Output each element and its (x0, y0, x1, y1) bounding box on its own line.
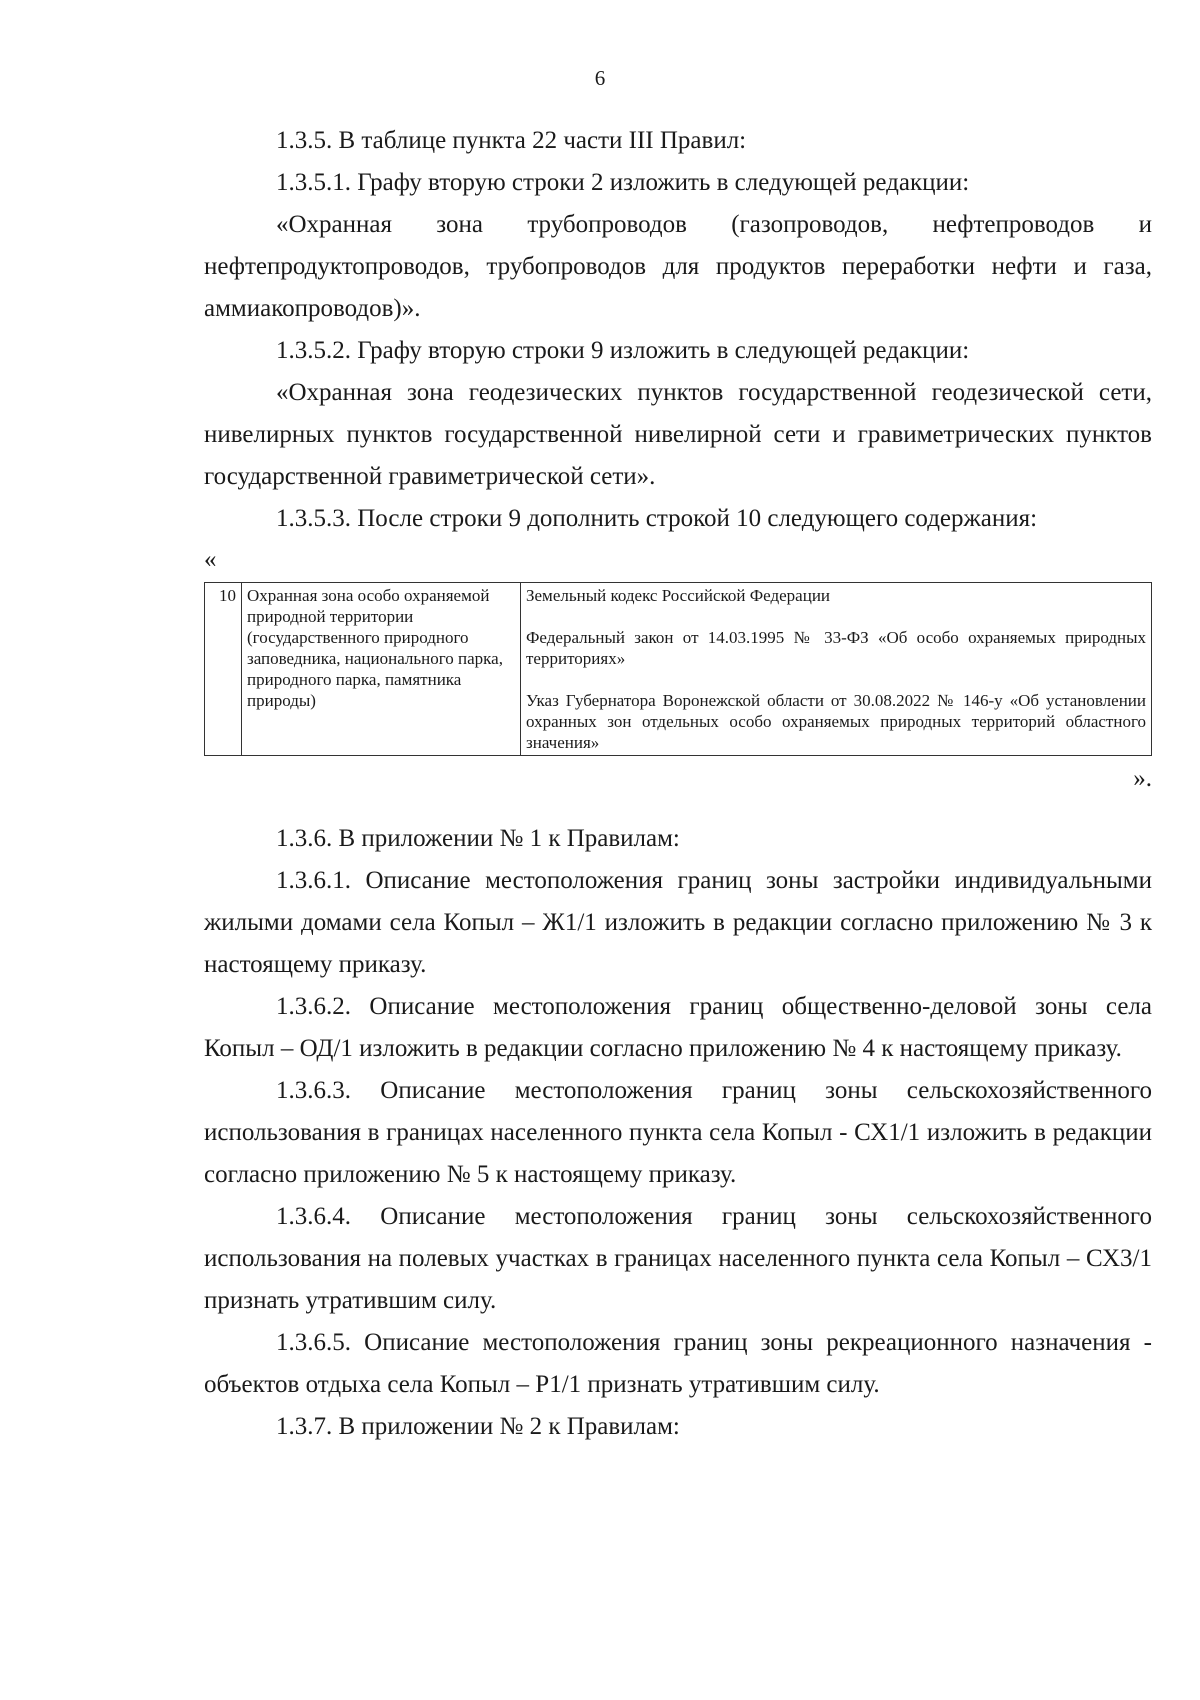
paragraph-1-3-7: 1.3.7. В приложении № 2 к Правилам: (276, 1413, 680, 1440)
document-body (204, 120, 1152, 1448)
opening-quote-mark: « (204, 546, 217, 573)
paragraph-1-3-5-3: 1.3.5.3. После строки 9 дополнить строкой 10 следующего содержания: (276, 505, 1038, 532)
paragraph-quote-geodetic: «Охранная зона геодезических пунктов государственной геодезической сети, нивелирных пунктов государственной нивелирной сети и гравиметрических пунктов государственной гравиметрической сети». (204, 379, 1152, 490)
paragraph-1-3-6-1: 1.3.6.1. Описание местоположения границ зоны застройки индивидуальными жилыми домами села Копыл – Ж1/1 изложить в редакции согласно приложению № 3 к настоящему приказу. (204, 867, 1152, 978)
document-item: Федеральный закон от 14.03.1995 № 33-ФЗ «Об особо охраняемых природных территориях» (526, 628, 1146, 668)
closing-quote-mark: ». (1133, 765, 1152, 792)
paragraph-1-3-6-2: 1.3.6.2. Описание местоположения границ общественно-деловой зоны села Копыл – ОД/1 изложить в редакции согласно приложению № 4 к настоящему приказу. (204, 993, 1152, 1062)
table-row (205, 583, 1152, 756)
table-cell-row-number: 10 (205, 583, 242, 756)
amendment-table (204, 582, 1152, 756)
paragraph-1-3-6: 1.3.6. В приложении № 1 к Правилам: (276, 825, 680, 852)
paragraph-1-3-6-4: 1.3.6.4. Описание местоположения границ зоны сельскохозяйственного использования на полевых участках в границах населенного пункта села Копыл – СХ3/1 признать утратившим силу. (204, 1203, 1152, 1314)
document-item: Земельный кодекс Российской Федерации (526, 586, 831, 605)
paragraph-1-3-5-1: 1.3.5.1. Графу вторую строки 2 изложить в следующей редакции: (276, 169, 970, 196)
table-cell-zone-name: Охранная зона особо охраняемой природной территории (государственного природного заповедника, национального парка, природного парка, памятника природы) (242, 583, 521, 756)
paragraph-1-3-5-2: 1.3.5.2. Графу вторую строки 9 изложить в следующей редакции: (276, 337, 970, 364)
page-number: 6 (594, 66, 606, 90)
paragraph-quote-pipelines: «Охранная зона трубопроводов (газопроводов, нефтепроводов и нефтепродуктопроводов, трубопроводов для продуктов переработки нефти и газа, аммиакопроводов)». (204, 211, 1152, 322)
paragraph-1-3-6-5: 1.3.6.5. Описание местоположения границ зоны рекреационного назначения - объектов отдыха села Копыл – Р1/1 признать утратившим силу. (204, 1329, 1152, 1398)
table-cell-documents (521, 583, 1152, 756)
document-item: Указ Губернатора Воронежской области от 30.08.2022 № 146-у «Об установлении охранных зон отдельных особо охраняемых природных территорий областного значения» (526, 691, 1146, 752)
paragraph-1-3-6-3: 1.3.6.3. Описание местоположения границ зоны сельскохозяйственного использования в границах населенного пункта села Копыл - СХ1/1 изложить в редакции согласно приложению № 5 к настоящему приказу. (204, 1077, 1152, 1188)
paragraph-1-3-5: 1.3.5. В таблице пункта 22 части III Правил: (276, 127, 747, 154)
